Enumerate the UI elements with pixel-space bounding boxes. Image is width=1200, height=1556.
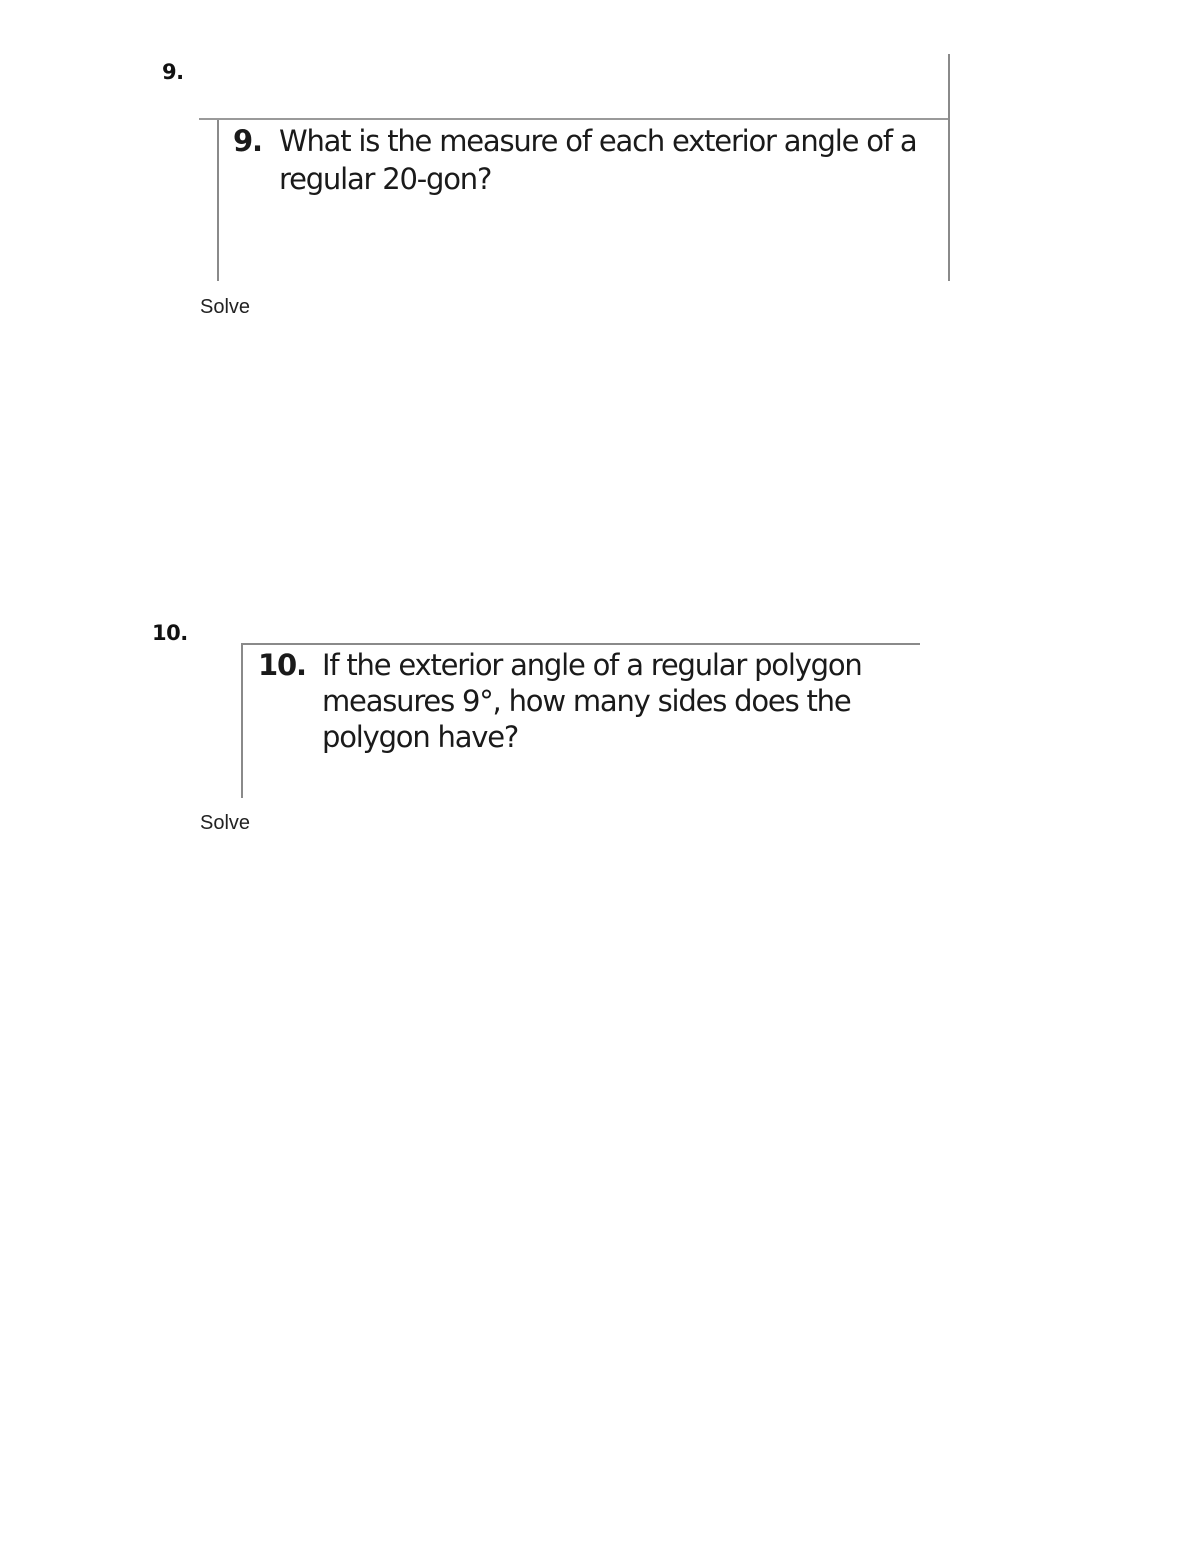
question-10-body — [322, 647, 882, 755]
question-9-number: 9. — [162, 60, 184, 84]
question-10-line: measures 9°, how many sides does the — [322, 684, 851, 718]
question-10-solve-label: Solve — [200, 812, 251, 834]
question-9-image — [199, 54, 952, 281]
question-10-image-number: 10. — [258, 648, 306, 682]
question-10-text — [258, 647, 908, 755]
question-9-line: What is the measure of each exterior angle of a — [279, 124, 917, 158]
question-9-line: regular 20-gon? — [279, 162, 492, 196]
question-9-image-right-rule — [948, 54, 950, 281]
question-9-solve-label: Solve — [200, 296, 251, 318]
question-10-image-left-rule — [241, 643, 243, 798]
question-10-line: If the exterior angle of a regular polygon — [322, 648, 862, 682]
question-10-image — [241, 643, 921, 798]
question-9-text — [233, 122, 933, 198]
question-10-image-top-rule — [241, 643, 920, 645]
question-9-body — [279, 122, 919, 198]
question-9-image-top-rule — [199, 118, 950, 120]
question-9-image-number: 9. — [233, 124, 262, 158]
question-10-line: polygon have? — [322, 720, 519, 754]
question-10-number: 10. — [152, 621, 188, 645]
question-9-image-left-rule — [217, 120, 219, 281]
